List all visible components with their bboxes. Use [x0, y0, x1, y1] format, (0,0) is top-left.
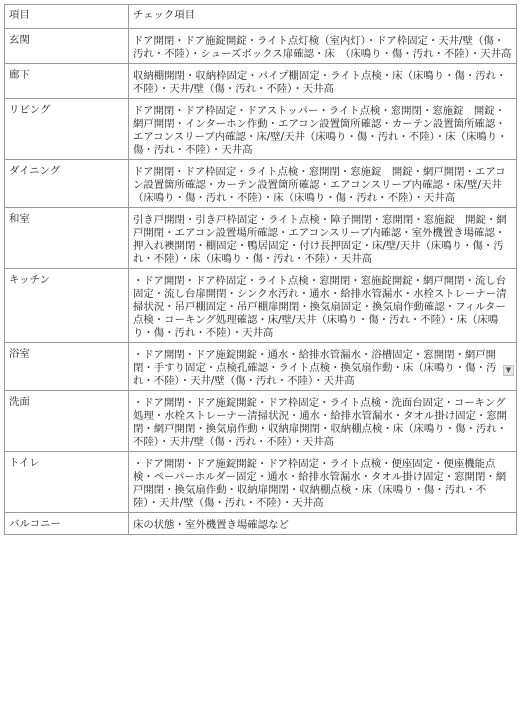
- room-name: トイレ: [5, 452, 129, 513]
- header-room: 項目: [5, 5, 129, 29]
- room-name: 廊下: [5, 64, 129, 99]
- table-row-dining: [5, 160, 517, 208]
- check-items: 収納棚開閉・収納枠固定・パイプ棚固定・ライト点検・床（床鳴り・傷・汚れ・不陸）・天井/壁（傷・汚れ・不陸）・天井高: [129, 64, 517, 99]
- check-items: 床の状態・室外機置き場確認など: [129, 513, 517, 535]
- room-name: 洗面: [5, 391, 129, 452]
- table-header-row: [5, 5, 517, 29]
- table-row-washroom: [5, 391, 517, 452]
- check-items: 引き戸開閉・引き戸枠固定・ライト点検・障子開閉・窓開閉・窓施錠 開錠・網戸開閉・エアコン設置場所確認・エアコンスリーブ内確認・室外機置き場確認・押入れ襖開閉・棚固定・鴨居固定・付け長押固定・床/壁/天井（床鳴り・傷・汚れ・不陸）・床（床鳴り・傷・汚れ・不陸）・天井高: [129, 208, 517, 269]
- table-row-entrance: [5, 29, 517, 64]
- room-name: 和室: [5, 208, 129, 269]
- table-row-kitchen: [5, 269, 517, 343]
- checklist-table: [4, 4, 517, 535]
- room-name: リビング: [5, 99, 129, 160]
- table-row-hallway: [5, 64, 517, 99]
- table-row-japanese-room: [5, 208, 517, 269]
- room-name: 浴室: [5, 343, 129, 391]
- cell-scroll-down-icon[interactable]: ▼: [503, 365, 514, 376]
- room-name: 玄関: [5, 29, 129, 64]
- room-name: ダイニング: [5, 160, 129, 208]
- check-items: ドア開閉・ドア枠固定・ライト点検・窓開閉・窓施錠 開錠・網戸開閉・エアコン設置箇所確認・カーテン設置箇所確認・エアコンスリーブ内確認・床/壁/天井（床鳴り・傷・汚れ・不陸）・床（床鳴り・傷・汚れ・不陸）・天井高: [129, 160, 517, 208]
- room-name: バルコニー: [5, 513, 129, 535]
- check-items: ・ドア開閉・ドア施錠開錠・ドア枠固定・ライト点検・洗面台固定・コーキング処理・水栓ストレーナー清掃状況・通水・給排水管漏水・タオル掛け固定・窓開閉・網戸開閉・換気扇作動・収納扉開閉・収納棚点検・床（床鳴り・傷・汚れ・不陸）・天井/壁（傷・汚れ・不陸）・天井高: [129, 391, 517, 452]
- header-check-items: チェック項目: [129, 5, 517, 29]
- table-row-living: [5, 99, 517, 160]
- check-items: ・ドア開閉・ドア枠固定・ライト点検・窓開閉・窓施錠開錠・網戸開閉・流し台固定・流し台扉開閉・シンク水汚れ・通水・給排水管漏水・水栓ストレーナー清掃状況・吊戸棚固定・吊戸棚扉開閉・換気扇固定・換気扇作動確認・フィルター点検・コーキング処理確認・床/壁/天井（床鳴り・傷・汚れ・不陸）・床（床鳴り・傷・汚れ・不陸）・天井高: [129, 269, 517, 343]
- check-items: ドア開閉・ドア施錠開錠・ライト点灯検（室内灯）・ドア枠固定・天井/壁（傷・汚れ・不陸）・シューズボックス扉確認・床 （床鳴り・傷・汚れ・不陸）・天井高: [129, 29, 517, 64]
- check-items: ・ドア開閉・ドア施錠開錠・ドア枠固定・ライト点検・便座固定・便座機能点検・ペーパーホルダー固定・通水・給排水管漏水・タオル掛け固定・窓開閉・網戸開閉・換気扇作動・収納扉開閉・収納棚点検・床（床鳴り・傷・汚れ・不陸）・天井/壁（傷・汚れ・不陸）・天井高: [129, 452, 517, 513]
- table-row-bathroom: [5, 343, 517, 391]
- check-items: ・ドア開閉・ドア施錠開錠・通水・給排水管漏水・浴槽固定・窓開閉・網戸開閉・手すり固定・点検孔確認・ライト点検・換気扇作動・床（床鳴り・傷・汚れ・不陸）・天井/壁（傷・汚れ・不陸）・天井高: [129, 343, 517, 391]
- table-row-toilet: [5, 452, 517, 513]
- room-name: キッチン: [5, 269, 129, 343]
- table-row-balcony: [5, 513, 517, 535]
- inspection-checklist: [4, 4, 516, 535]
- check-items: ドア開閉・ドア枠固定・ドアストッパー・ライト点検・窓開閉・窓施錠 開錠・網戸開閉・インターホン作動・エアコン設置箇所確認・カーテン設置箇所確認・エアコンスリーブ内確認・床/壁/天井（床鳴り・傷・汚れ・不陸）・床（床鳴り・傷・汚れ・不陸）・天井高: [129, 99, 517, 160]
